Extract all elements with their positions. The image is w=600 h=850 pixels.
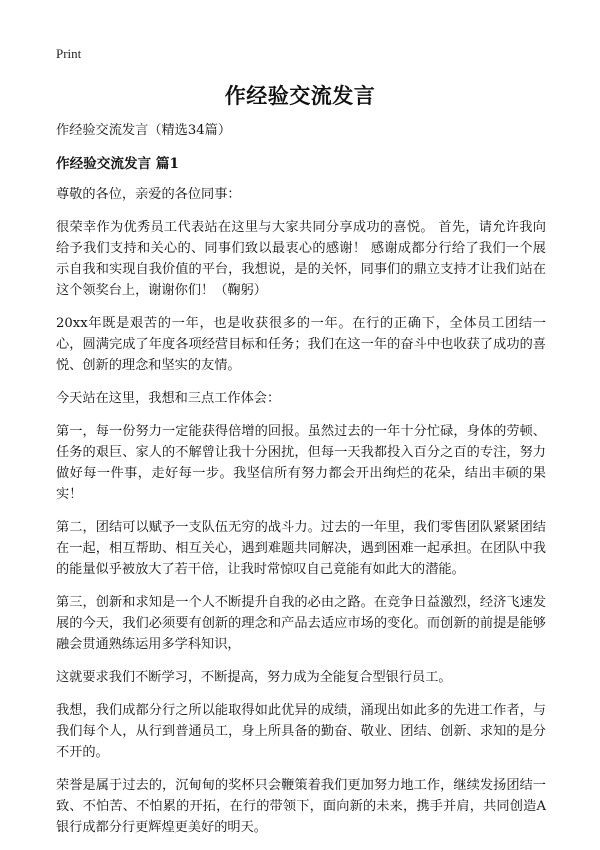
section-heading: 作经验交流发言 篇1 <box>56 156 179 172</box>
paragraph: 今天站在这里，我想和三点工作体会： <box>56 391 281 406</box>
paragraph: 20xx年既是艰苦的一年，也是收获很多的一年。在行的正确下，全体员工团结一心，圆满完成了年度各项经营目标和任务；我们在这一年的奋斗中也收获了成功的喜悦、创新的理念和坚实的友情。 <box>56 316 546 373</box>
paragraph: 我想，我们成都分行之所以能取得如此优异的成绩，涌现出如此多的先进工作者，与我们每个人，从行到普通员工，身上所具备的勤奋、敬业、团结、创新、求知的是分不开的。 <box>56 703 546 760</box>
document-subtitle: 作经验交流发言（精选34篇） <box>56 123 232 138</box>
document-body <box>56 120 546 850</box>
page-title: 作经验交流发言 <box>224 83 376 108</box>
paragraph: 第三，创新和求知是一个人不断提升自我的必由之路。在竞争日益激烈，经济飞速发展的今天，我们必须要有创新的理念和产品去适应市场的变化。而创新的前提是能够融会贯通熟练运用多学科知识， <box>56 595 546 652</box>
paragraph: 第一，每一份努力一定能获得倍增的回报。虽然过去的一年十分忙碌，身体的劳顿、任务的艰巨、家人的不解曾让我十分困扰，但每一天我都投入百分之百的专注，努力做好每一件事，走好每一步。我坚信所有努力都会开出绚烂的花朵，结出丰硕的果实！ <box>56 424 546 502</box>
paragraph-greeting: 尊敬的各位，亲爱的各位同事： <box>56 187 241 202</box>
print-link[interactable]: Print <box>56 46 82 61</box>
paragraph: 这就要求我们不断学习，不断提高，努力成为全能复合型银行员工。 <box>56 670 452 685</box>
paragraph: 荣誉是属于过去的，沉甸甸的奖杯只会鞭策着我们更加努力地工作，继续发扬团结一致、不怕苦、不怕累的开拓，在行的带领下，面向新的未来，携手并肩，共同创造A银行成都分行更辉煌更美好的明天。 <box>56 778 546 835</box>
paragraph: 第二，团结可以赋予一支队伍无穷的战斗力。过去的一年里，我们零售团队紧紧团结在一起，相互帮助、相互关心，遇到难题共同解决，遇到困难一起承担。在团队中我的能量似乎被放大了若干倍，让我时常惊叹自己竟能有如此大的潜能。 <box>56 520 546 577</box>
paragraph: 很荣幸作为优秀员工代表站在这里与大家共同分享成功的喜悦。 首先，请允许我向给予我们支持和关心的、同事们致以最衷心的感谢！ 感谢成都分行给了我们一个展示自我和实现自我价值的平台，我想说，是的关怀，同事们的鼎立支持才让我们站在这个领奖台上，谢谢你们！（鞠躬） <box>56 220 546 298</box>
